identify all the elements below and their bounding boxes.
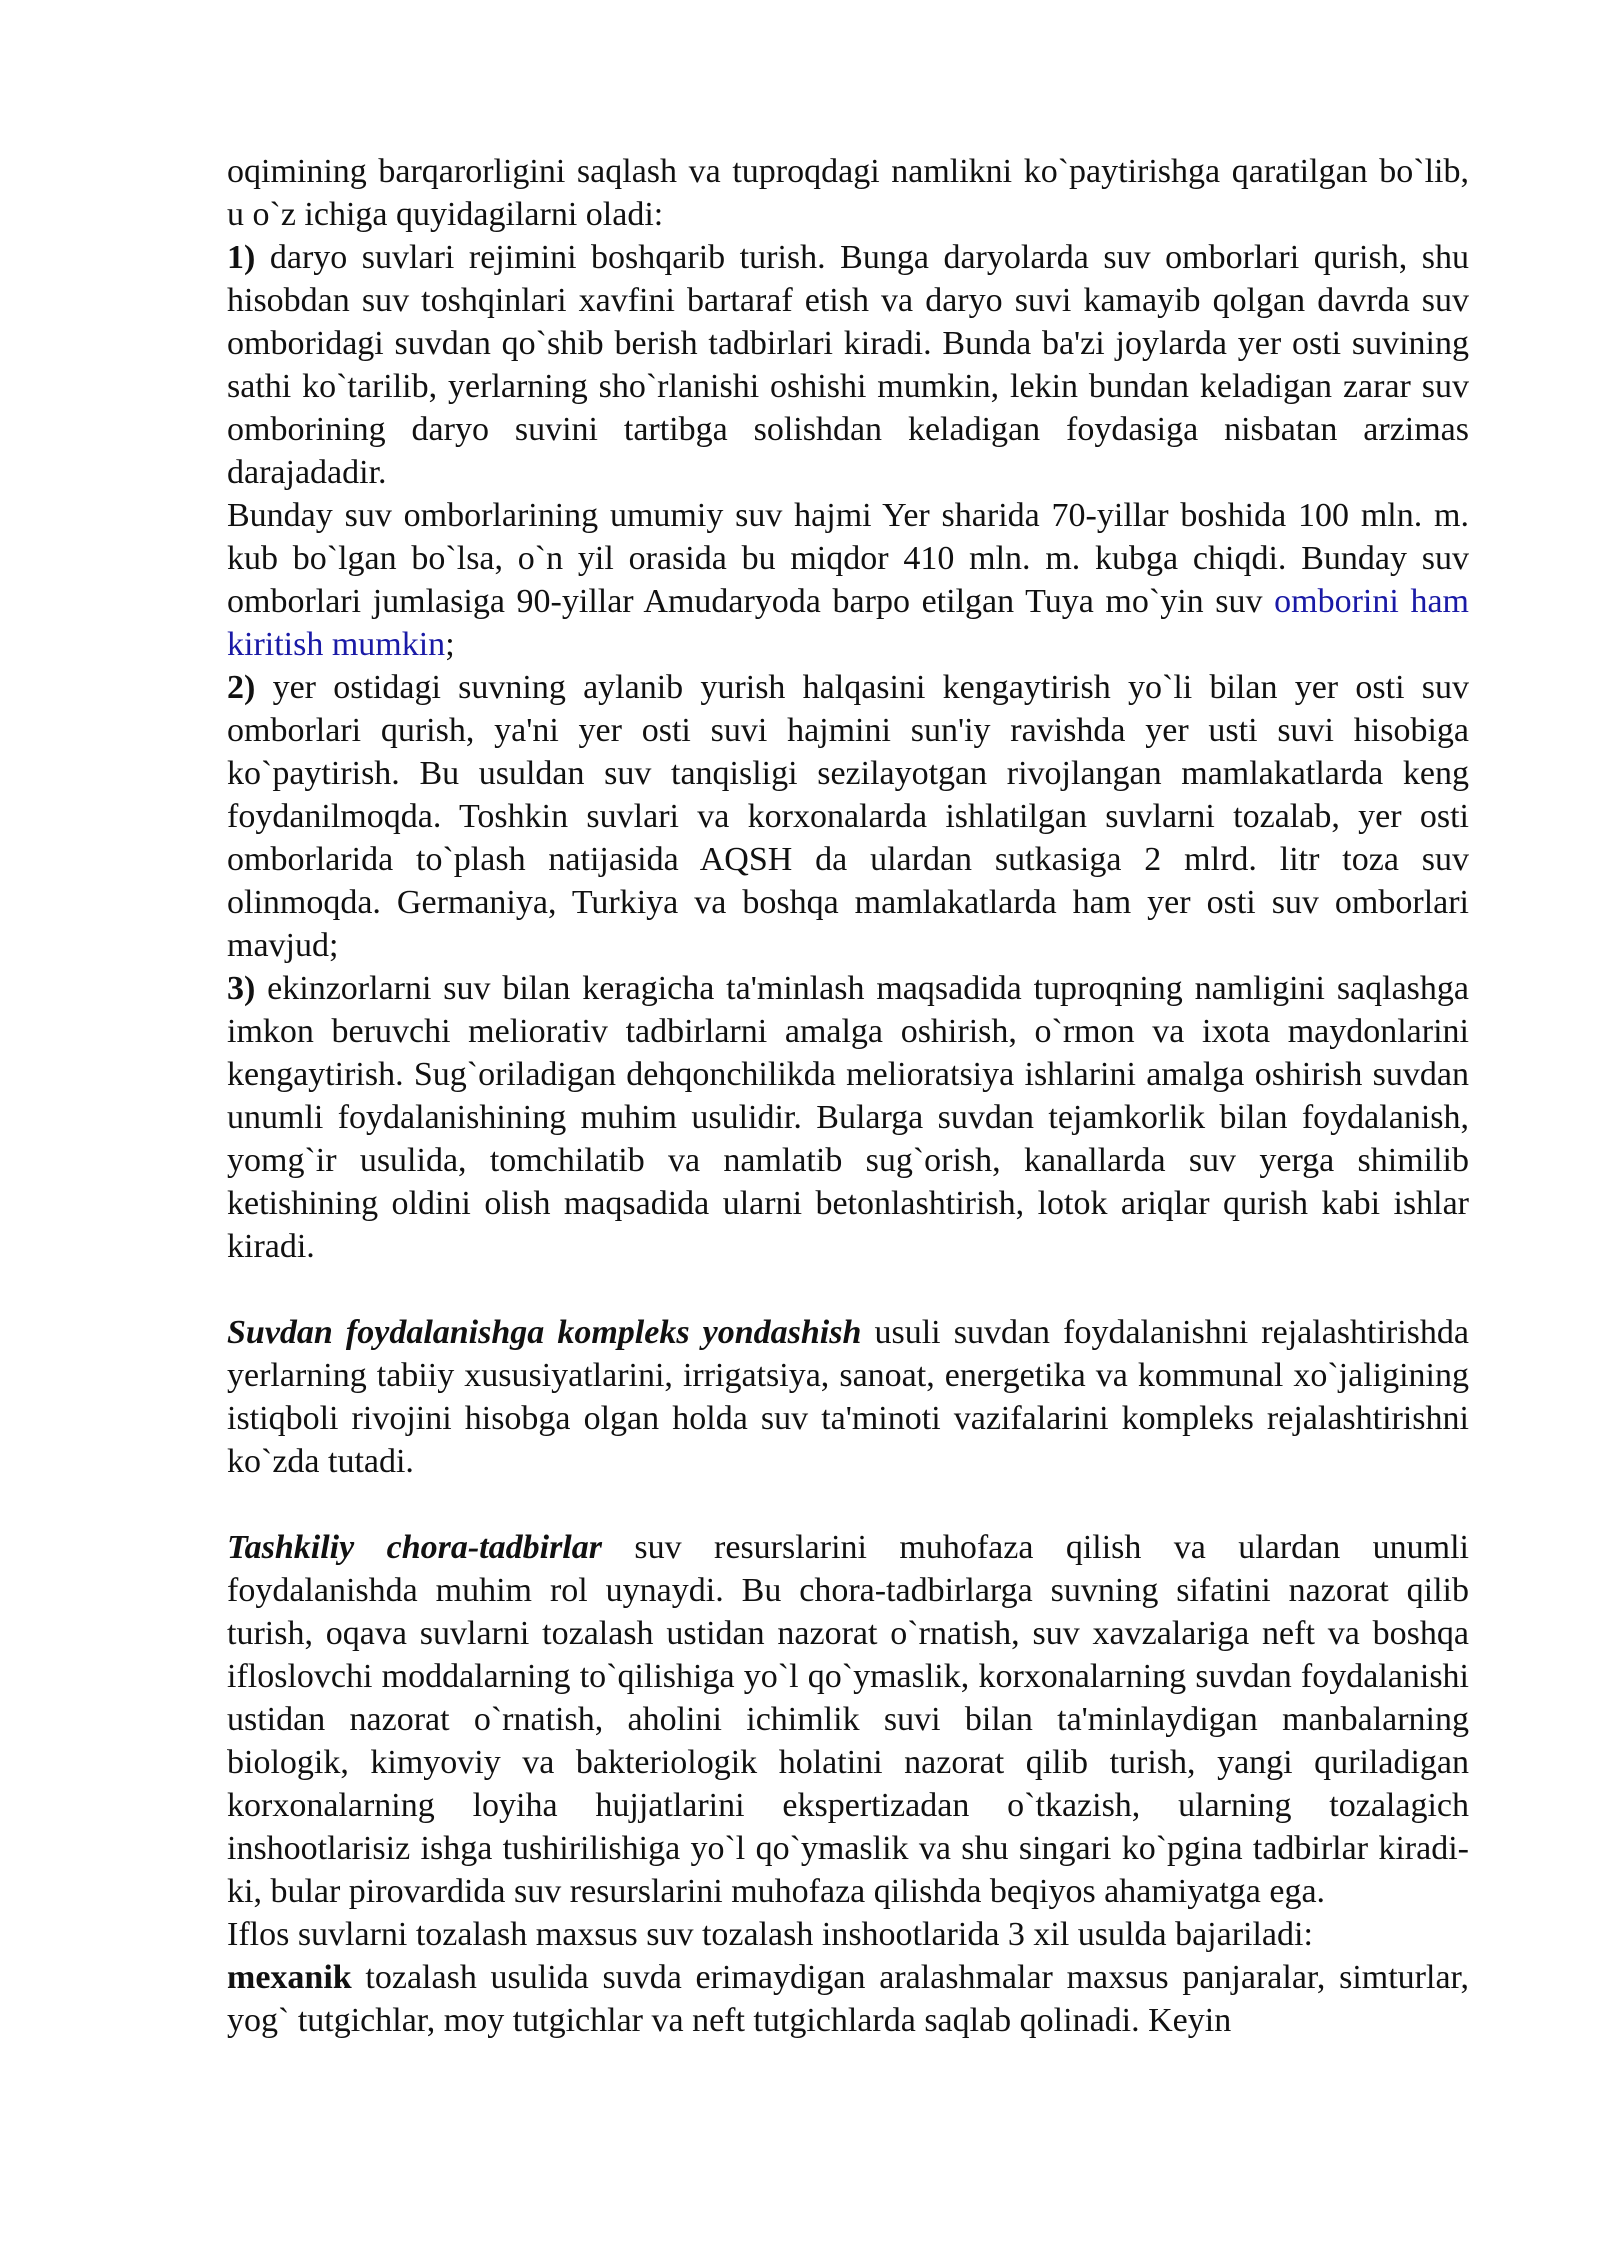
paragraph-text: tozalash usulida suvda erimaydigan aralashmalar maxsus panjaralar, simturlar, yog` tutgichlar, moy tutgichlar va neft tutgichlarda saqlab qolinadi. Keyin: [227, 1959, 1469, 2039]
bold-italic-term: Tashkiliy chora-tadbirlar: [227, 1529, 602, 1566]
paragraph-text: Iflos suvlarni tozalash maxsus suv tozalash inshootlarida 3 xil usulda bajariladi:: [227, 1916, 1313, 1953]
paragraph-spacer: [227, 1268, 1469, 1311]
paragraph-spacer: [227, 1483, 1469, 1526]
paragraph-text: yer ostidagi suvning aylanib yurish halqasini kengaytirish yo`li bilan yer osti suv omborlari qurish, ya'ni yer osti suvi hajmini sun'iy ravishda yer usti suvi hisobiga ko`paytirish. Bu usuldan suv tanqisligi sezilayotgan rivojlangan mamlakatlarda keng foydanilmoqda. Toshkin suvlari va korxonalarda ishlatilgan suvlarni tozalab, yer osti omborlarida to`plash natijasida AQSH da ulardan sutkasiga 2 mlrd. litr toza suv olinmoqda. Germaniya, Turkiya va boshqa mamlakatlarda ham yer osti suv omborlari mavjud;: [227, 669, 1469, 964]
paragraph-text: suv resurslarini muhofaza qilish va ulardan unumli foydalanishda muhim rol uynaydi. Bu chora-tadbirlarga suvning sifatini nazorat qilib turish, oqava suvlarni tozalash ustidan nazorat o`rnatish, suv xavzalariga neft va boshqa ifloslovchi moddalarning to`qilishiga yo`l qo`ymaslik, korxonalarning suvdan foydalanishi ustidan nazorat o`rnatish, aholini ichimlik suvi bilan ta'minlaydigan manbalarning biologik, kimyoviy va bakteriologik holatini nazorat qilib turish, yangi quriladigan korxonalarning loyiha hujjatlarini ekspertizadan o`tkazish, ularning tozalagich inshootlarisiz ishga tushirilishiga yo`l qo`ymaslik va shu singari ko`pgina tadbirlar kiradi-ki, bular pirovardida suv resurslarini muhofaza qilishda beqiyos ahamiyatga ega.: [227, 1529, 1469, 1910]
paragraph: [227, 494, 1469, 666]
paragraph-text: oqimining barqarorligini saqlash va tuproqdagi namlikni ko`paytirishga qaratilgan bo`lib, u o`z ichiga quyidagilarni oladi:: [227, 153, 1469, 233]
paragraph: [227, 1956, 1469, 2042]
document-page: [227, 150, 1469, 2042]
bold-marker: mexanik: [227, 1959, 352, 1996]
paragraph: [227, 150, 1469, 236]
paragraph-text: ;: [445, 626, 455, 663]
paragraph: [227, 1311, 1469, 1483]
paragraph-text: daryo suvlari rejimini boshqarib turish. Bunga daryolarda suv omborlari qurish, shu hisobdan suv toshqinlari xavfini bartaraf etish va daryo suvi kamayib qolgan davrda suv omboridagi suvdan qo`shib berish tadbirlari kiradi. Bunda ba'zi joylarda yer osti suvining sathi ko`tarilib, yerlarning sho`rlanishi oshishi mumkin, lekin bundan keladigan zarar suv omborining daryo suvini tartibga solishdan keladigan foydasiga nisbatan arzimas darajadadir.: [227, 239, 1469, 491]
paragraph: [227, 967, 1469, 1268]
bold-marker: 2): [227, 669, 256, 706]
paragraph: [227, 1913, 1469, 1956]
bold-italic-term: Suvdan foydalanishga kompleks yondashish: [227, 1314, 862, 1351]
paragraph-text: usuli suvdan foydalanishni rejalashtirishda yerlarning tabiiy xususiyatlarini, irrigatsiya, sanoat, energetika va kommunal xo`jaligining istiqboli rivojini hisobga olgan holda suv ta'minoti vazifalarini kompleks rejalashtirishni ko`zda tutadi.: [227, 1314, 1469, 1480]
bold-marker: 3): [227, 970, 256, 1007]
bold-marker: 1): [227, 239, 256, 276]
hyperlink-text[interactable]: omborini ham kiritish mumkin: [227, 583, 1469, 663]
paragraph: [227, 236, 1469, 494]
paragraph: [227, 1526, 1469, 1913]
paragraph: [227, 666, 1469, 967]
paragraph-text: Bunday suv omborlarining umumiy suv hajmi Yer sharida 70-yillar boshida 100 mln. m. kub bo`lgan bo`lsa, o`n yil orasida bu miqdor 410 mln. m. kubga chiqdi. Bunday suv omborlari jumlasiga 90-yillar Amudaryoda barpo etilgan Tuya mo`yin suv: [227, 497, 1469, 620]
paragraph-text: ekinzorlarni suv bilan keragicha ta'minlash maqsadida tuproqning namligini saqlashga imkon beruvchi meliorativ tadbirlarni amalga oshirish, o`rmon va ixota maydonlarini kengaytirish. Sug`oriladigan dehqonchilikda melioratsiya ishlarini amalga oshirish suvdan unumli foydalanishining muhim usulidir. Bularga suvdan tejamkorlik bilan foydalanish, yomg`ir usulida, tomchilatib va namlatib sug`orish, kanallarda suv yerga shimilib ketishining oldini olish maqsadida ularni betonlashtirish, lotok ariqlar qurish kabi ishlar kiradi.: [227, 970, 1469, 1265]
